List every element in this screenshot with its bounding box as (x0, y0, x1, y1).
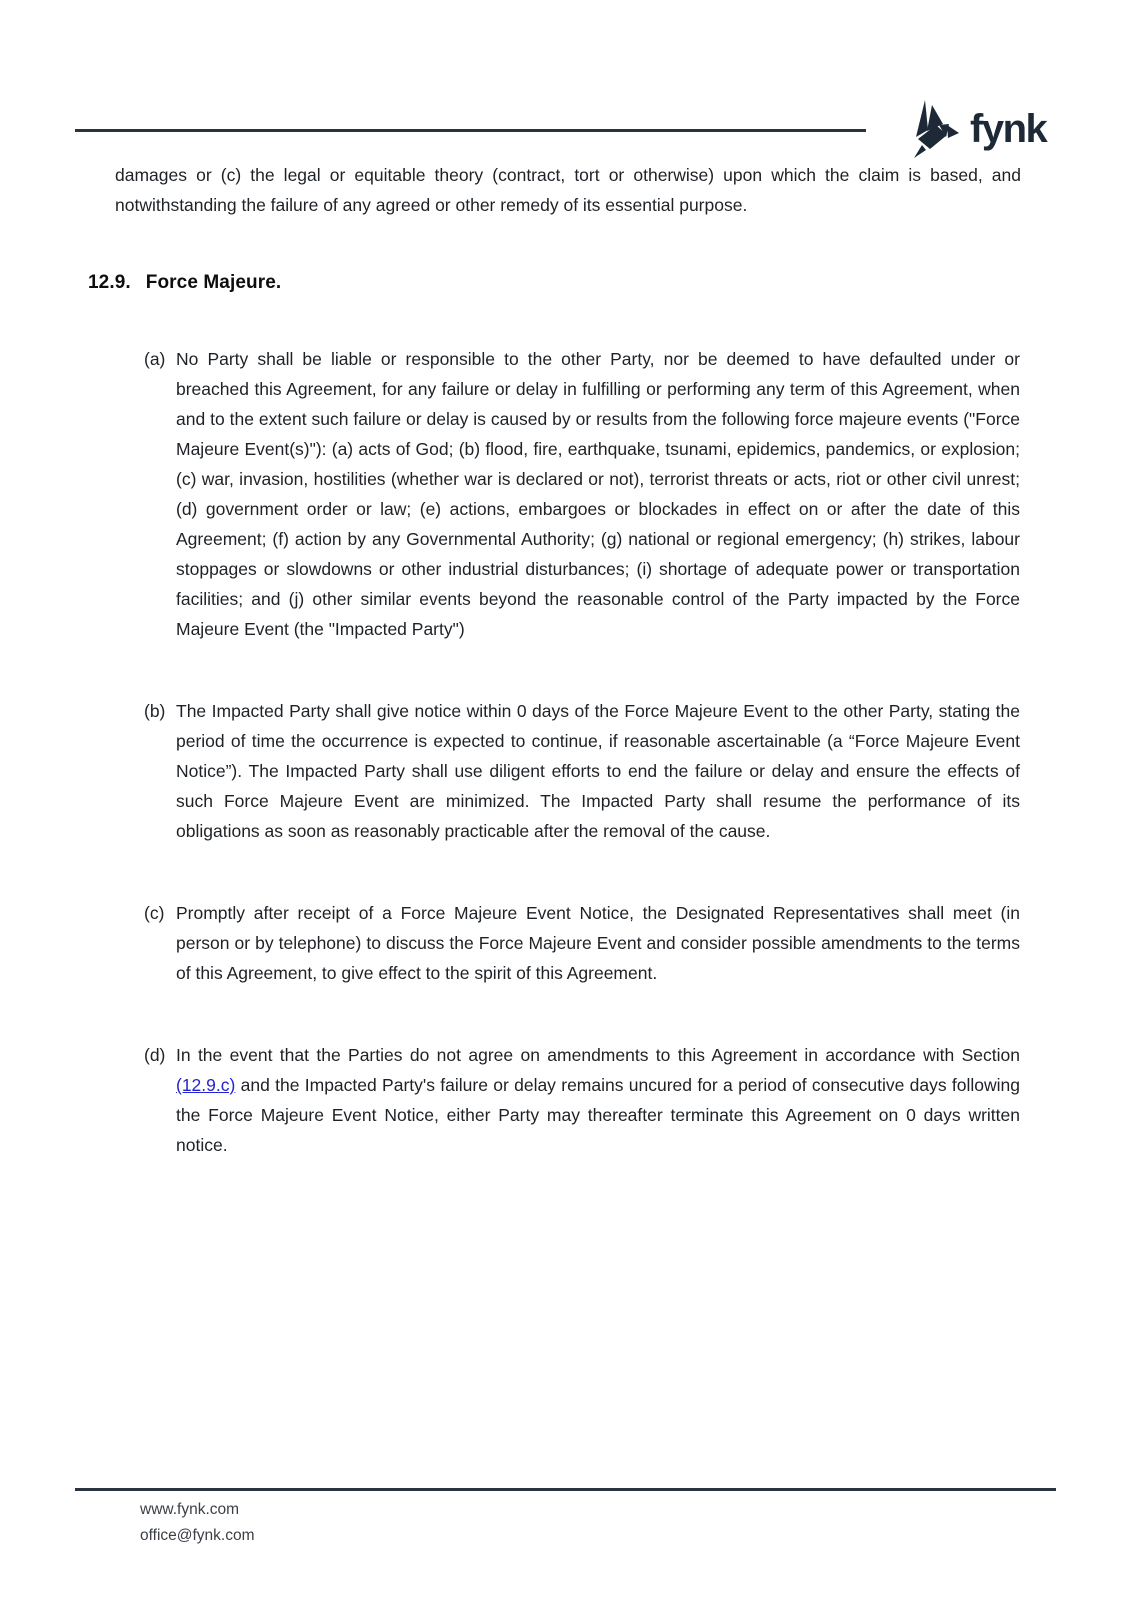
section-title: Force Majeure. (145, 272, 282, 293)
clause-d-text-after-link: and the Impacted Party's failure or delay remains uncured for a period of consecutive days following the Force Majeure Event Notice, either Party may thereafter terminate this Agreement on 0 days written notice. (176, 1075, 1020, 1155)
logo-wordmark: fynk (970, 107, 1047, 151)
clause-b-marker: (b) (144, 701, 166, 721)
clause-c (144, 898, 1020, 988)
section-heading (88, 272, 1021, 294)
document-body (0, 160, 1131, 1160)
clause-a-text: No Party shall be liable or responsible to the other Party, nor be deemed to have defaulted under or breached this Agreement, for any failure or delay in fulfilling or performing any term of this Agreement, when and to the extent such failure or delay is caused by or results from the following force majeure events ("Force Majeure Event(s)"): (a) acts of God; (b) flood, fire, earthquake, tsunami, epidemics, pandemics, or explosion; (c) war, invasion, hostilities (whether war is declared or not), terrorist threats or acts, riot or other civil unrest; (d) government order or law; (e) actions, embargoes or blockades in effect on or after the date of this Agreement; (f) action by any Governmental Authority; (g) national or regional emergency; (h) strikes, labour stoppages or slowdowns or other industrial disturbances; (i) shortage of adequate power or transportation facilities; and (j) other similar events beyond the reasonable control of the Party impacted by the Force Majeure Event (the "Impacted Party") (176, 349, 1020, 639)
footer-email: office@fynk.com (140, 1527, 255, 1544)
clause-a (144, 344, 1020, 644)
clause-b-text: The Impacted Party shall give notice within 0 days of the Force Majeure Event to the other Party, stating the period of time the occurrence is expected to continue, if reasonable ascertainable (a “Force Majeure Event Notice”). The Impacted Party shall use diligent efforts to end the failure or delay and ensure the effects of such Force Majeure Event are minimized. The Impacted Party shall resume the performance of its obligations as soon as reasonably practicable after the removal of the cause. (176, 701, 1020, 841)
footer-website: www.fynk.com (140, 1501, 240, 1518)
clause-b (144, 696, 1020, 846)
clause-c-marker: (c) (144, 903, 165, 923)
fynk-logo (901, 100, 1046, 158)
section-number: 12.9. (88, 272, 131, 293)
clause-c-text: Promptly after receipt of a Force Majeure Event Notice, the Designated Representatives shall meet (in person or by telephone) to discuss the Force Majeure Event and consider possible amendments to the terms of this Agreement, to give effect to the spirit of this Agreement. (176, 903, 1020, 983)
clause-d-marker: (d) (144, 1045, 166, 1065)
intro-paragraph: damages or (c) the legal or equitable theory (contract, tort or otherwise) upon which the claim is based, and notwithstanding the failure of any agreed or other remedy of its essential purpose. (115, 165, 1021, 215)
clause-d-text-before-link: In the event that the Parties do not agree on amendments to this Agreement in accordance with Section (176, 1045, 1020, 1065)
origami-crane-icon (901, 100, 961, 158)
clause-a-marker: (a) (144, 349, 166, 369)
footer-divider (75, 1488, 1056, 1491)
footer-contact (140, 1497, 255, 1549)
section-12-9-c-link[interactable]: (12.9.c) (176, 1075, 236, 1095)
header-divider (75, 129, 866, 132)
clause-d (144, 1040, 1020, 1160)
